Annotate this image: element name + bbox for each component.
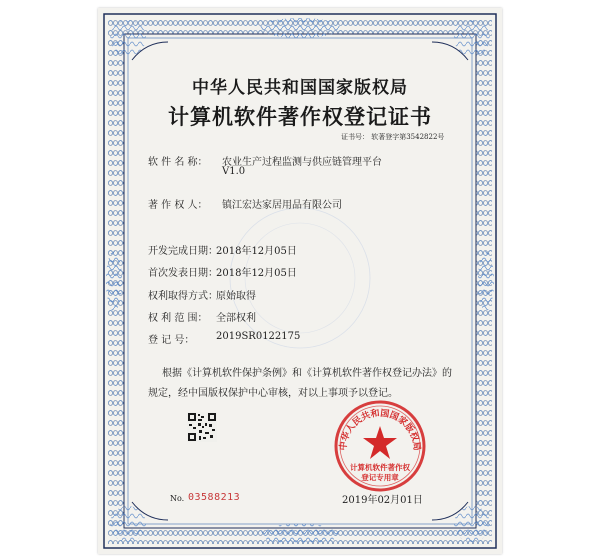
rights-scope: 全部权利 (216, 313, 256, 324)
reg-no-label: 登 记 号： (148, 335, 195, 346)
issue-date: 2019年02月01日 (342, 495, 423, 506)
registration-number: 2019SR0122175 (216, 331, 301, 342)
svg-text:中华人民共和国国家版权局: 中华人民共和国国家版权局 (338, 408, 422, 452)
svg-text:登记专用章: 登记专用章 (361, 473, 399, 482)
owner-label: 著 作 权 人： (148, 200, 208, 211)
dev-date: 2018年12月05日 (216, 246, 297, 257)
scope-label: 权 利 范 围： (148, 313, 208, 324)
certificate-number: 证书号： 软著登字第3542822号 (341, 133, 445, 141)
acquire-method: 原始取得 (216, 291, 256, 302)
serial-label: No. (170, 494, 185, 503)
dev-date-label: 开发完成日期： (148, 246, 218, 257)
official-seal-stamp (332, 398, 428, 494)
svg-text:计算机软件著作权: 计算机软件著作权 (350, 463, 410, 472)
publish-date: 2018年12月05日 (216, 268, 297, 279)
acquire-label: 权利取得方式： (148, 291, 218, 302)
statement-line-2: 规定，经中国版权保护中心审核，对以上事项予以登记。 (148, 388, 398, 399)
software-version: V1.0 (222, 166, 246, 177)
statement-line-1: 根据《计算机软件保护条例》和《计算机软件著作权登记办法》的 (162, 368, 452, 379)
software-name: 农业生产过程监测与供应链管理平台 (222, 157, 382, 168)
software-name-label: 软 件 名 称： (148, 157, 208, 168)
qr-code-icon (187, 412, 217, 442)
certificate-paper (98, 8, 502, 554)
certificate-title: 计算机软件著作权登记证书 (168, 104, 432, 129)
owner: 镇江宏达家居用品有限公司 (222, 200, 342, 211)
publish-date-label: 首次发表日期： (148, 268, 218, 279)
serial-number: 03588213 (188, 492, 241, 503)
issuer-title: 中华人民共和国国家版权局 (192, 78, 408, 98)
